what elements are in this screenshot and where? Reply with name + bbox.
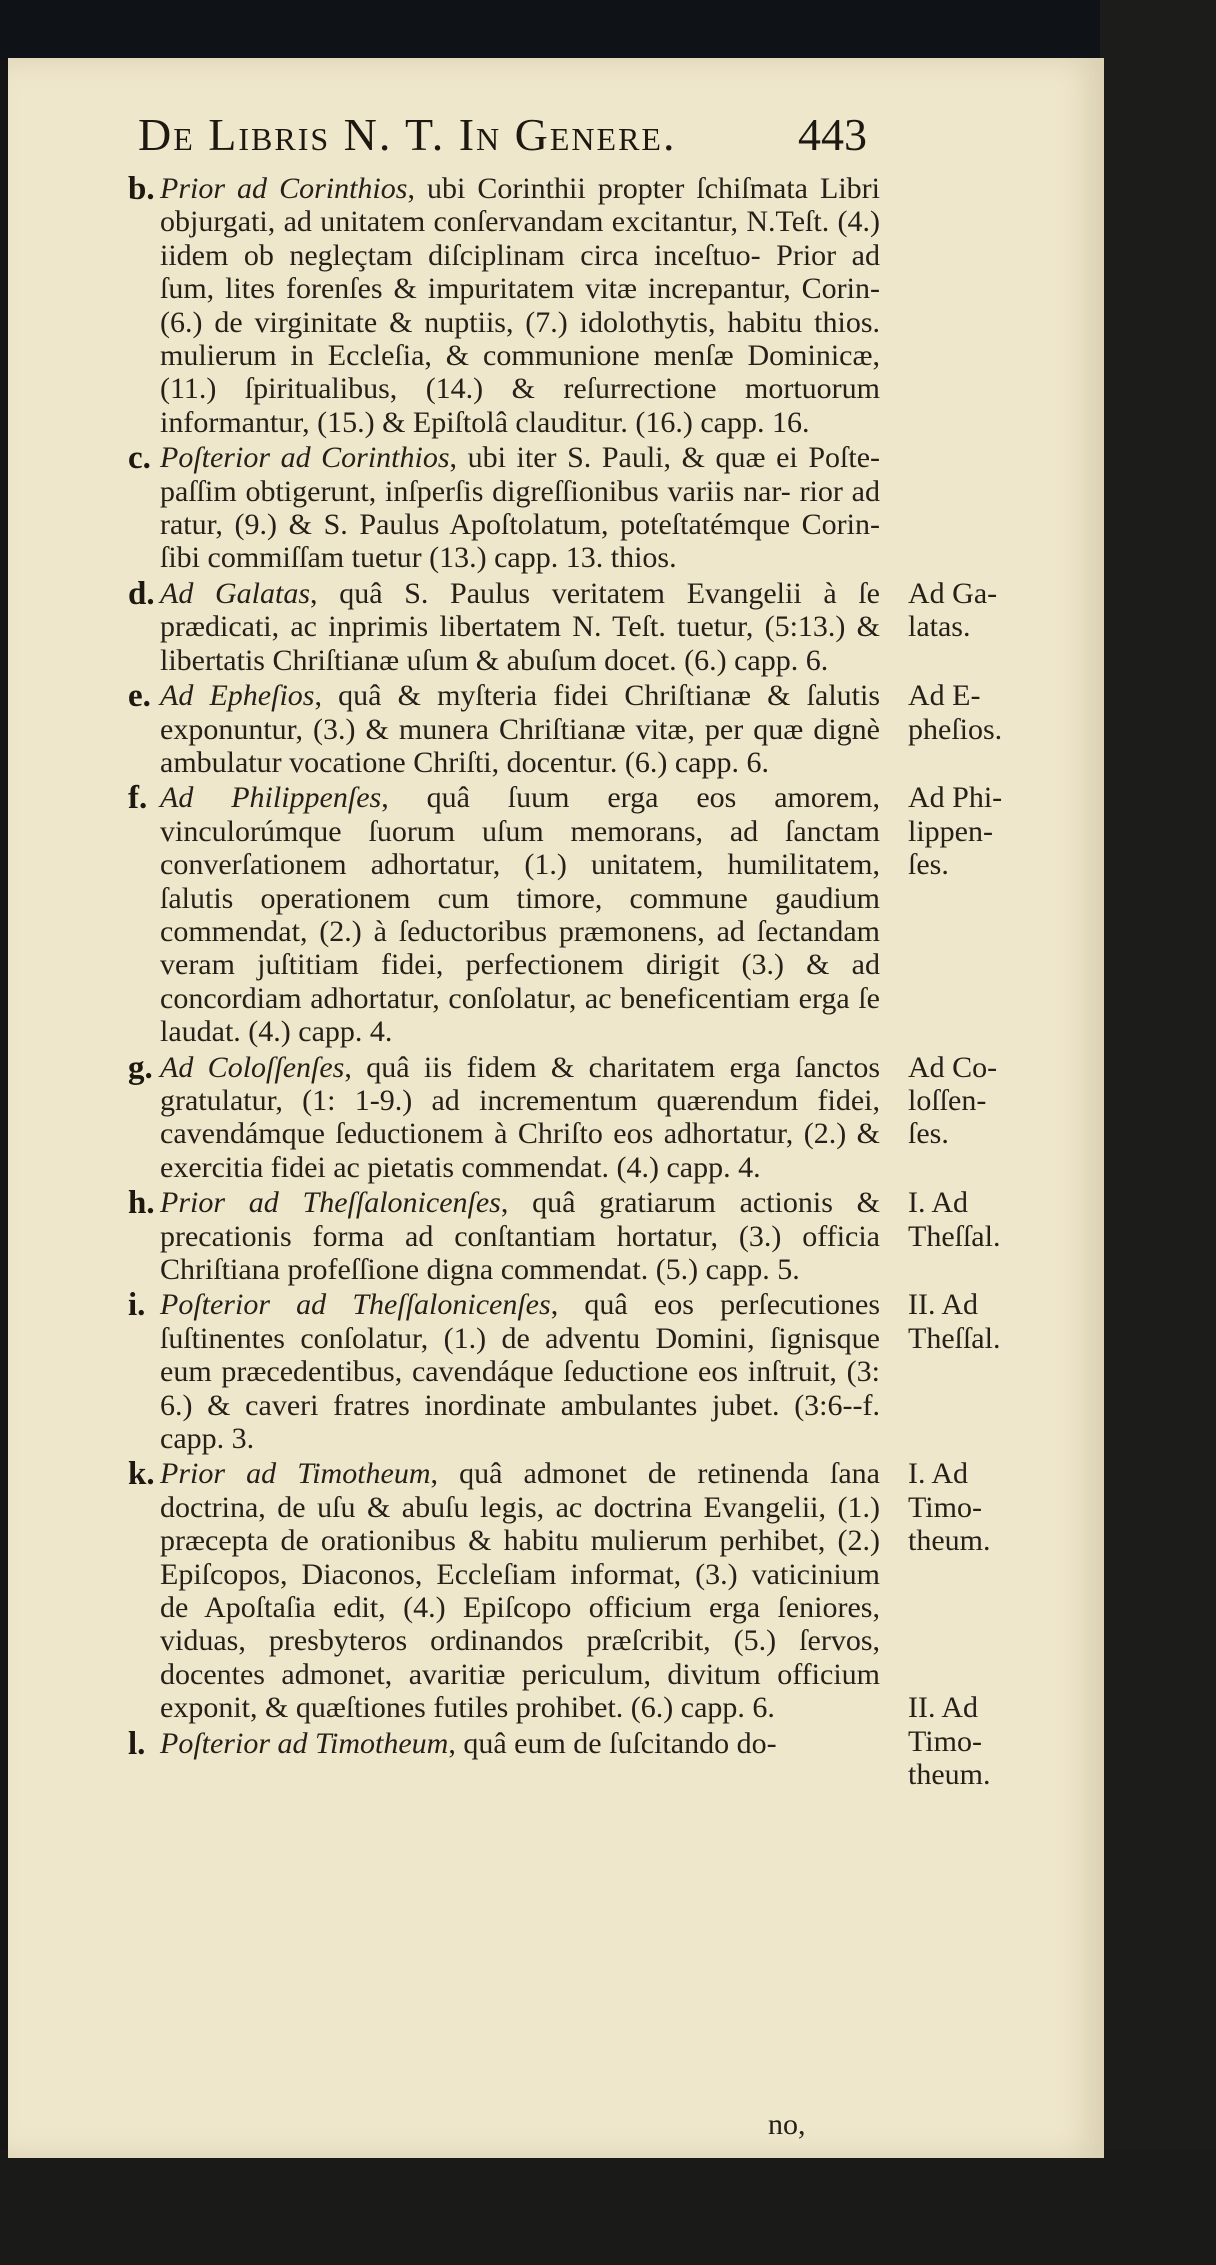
entry-letter: l. <box>128 1725 146 1762</box>
marginal-note-line: I. Ad <box>908 1457 968 1491</box>
running-head-title: De Libris N. T. In Genere. <box>138 109 677 160</box>
entry-e <box>128 679 1058 779</box>
marginal-note-line: ſes. <box>908 848 949 882</box>
entry-body: , quâ iis fidem & charitatem erga ſanctos gratulatur, (1: 1-9.) ad incrementum quærendum fidei, cavendámque ſeductionem à Chriſto eos adhortatur, (2.) & exercitia fidei ac pietatis commendat. (4.) capp. 4. <box>160 1050 880 1184</box>
entry-text <box>160 1288 880 1455</box>
marginal-note <box>908 1288 1058 1355</box>
entry-letter: h. <box>128 1185 155 1222</box>
scan-background-right <box>1100 0 1216 2265</box>
marginal-note-line: pheſios. <box>908 712 1003 746</box>
entry-text <box>160 577 880 677</box>
book-page <box>8 58 1104 2158</box>
marginal-note-line: lippen- <box>908 814 993 848</box>
entry-h <box>128 1186 1058 1286</box>
entry-letter: e. <box>128 678 151 715</box>
marginal-note-line: loſſen- <box>908 1083 987 1117</box>
marginal-note-line: Ad Phi- <box>908 781 1003 815</box>
scan-background-bottom <box>0 2150 1216 2265</box>
entry-letter: i. <box>128 1287 146 1324</box>
entry-text <box>160 441 880 575</box>
marginal-note-line <box>908 1624 1058 1657</box>
marginal-note <box>908 781 1058 881</box>
page-number: 443 <box>798 109 867 160</box>
entry-c <box>128 441 1058 575</box>
marginal-note-line: latas. <box>908 610 971 644</box>
entry-letter: b. <box>128 171 155 207</box>
entry-l <box>128 1724 1058 1762</box>
page-content <box>128 108 1058 1792</box>
entry-text <box>160 679 880 779</box>
entry-address: Prior ad Theſſalonicenſes <box>160 1186 501 1220</box>
entry-address: Ad Coloſſenſes <box>160 1050 345 1084</box>
entry-body: , ubi iter S. Pauli, & quæ ei Poſte- paſſim obtigerunt, inſperſis digreſſionibus variis nar- rior ad ratur, (9.) & S. Paulus Apoſtolatum, poteſtatémque Corin- ſibi commiſſam tuetur (13.) capp. 13. thios. <box>160 441 881 575</box>
entry-address: Poſterior ad Theſſalonicenſes <box>160 1288 551 1322</box>
entry-f <box>128 781 1058 1048</box>
entry-body: , quâ S. Paulus veritatem Evangelii à ſe prædicati, ac inprimis libertatem N. Teſt. tuetur, (5:13.) & libertatis Chriſtianæ uſum & abuſum docet. (6.) capp. 6. <box>160 576 880 677</box>
marginal-note-line: Timo- <box>908 1490 982 1524</box>
marginal-note-line: I. Ad <box>908 1186 968 1220</box>
marginal-note-line: Timo- <box>908 1724 982 1758</box>
marginal-note-line <box>908 1591 1058 1624</box>
entry-letter: k. <box>128 1456 155 1493</box>
entry-letter: g. <box>128 1049 153 1086</box>
marginal-note-line: theum. <box>908 1758 991 1792</box>
scan-background-top <box>0 0 1216 60</box>
marginal-note-line: II. Ad <box>908 1691 978 1725</box>
marginal-note <box>908 1051 1058 1151</box>
entry-address: Prior ad Timotheum <box>160 1457 431 1491</box>
marginal-note-line: Ad Ga- <box>908 576 998 610</box>
marginal-note-line <box>908 1558 1058 1591</box>
entry-body: , quâ eos perſecutiones ſuſtinentes conſolatur, (1.) de adventu Domini, ſignisque eum præcedentibus, cavendáque ſeductione eos inſtruit, (3: 6.) & caveri fratres inordinate ambulantes jubet. (3:6--f. capp. 3. <box>160 1288 880 1456</box>
entry-body: , quâ admonet de retinenda ſana doctrina, de uſu & abuſu legis, ac doctrina Evangelii, (1.) præcepta de orationibus & habitu mulierum perhibet, (2.) Epiſcopos, Diaconos, Eccleſiam informat, (3.) vaticinium de Apoſtaſia edit, (4.) Epiſcopo officium erga ſeniores, viduas, presbyteros ordinandos præſcribit, (5.) ſervos, docentes admonet, avaritiæ periculum, divitum officium exponit, & quæſtiones futiles prohibet. (6.) capp. 6. <box>160 1457 880 1725</box>
entry-address: Ad Galatas <box>160 576 311 610</box>
marginal-note-line: Theſſal. <box>908 1321 1001 1355</box>
catchword: no, <box>768 2108 806 2141</box>
entry-letter: d. <box>128 575 155 612</box>
entry-i <box>128 1288 1058 1455</box>
entry-d <box>128 577 1058 677</box>
entry-address: Poſterior ad Timotheum <box>160 1726 449 1760</box>
entry-body: , ubi Corinthii propter ſchiſmata Libri objurgati, ad unitatem conſervandam excitantur, N.Teſt. (4.) iidem ob negleçtam diſciplinam circa inceſtuo- Prior ad ſum, lites forenſes & impuritatem vitæ increpantur, Corin- (6.) de virginitate & nuptiis, (7.) idolothytis, habitu thios. mulierum in Eccleſia, & communione menſæ Dominicæ, (11.) ſpiritualibus, (14.) & reſurrectione mortuorum informantur, (15.) & Epiſtolâ clauditur. (16.) capp. 16. <box>160 172 880 439</box>
entry-text <box>160 172 880 439</box>
entry-body: , quâ gratiarum actionis & precationis forma ad conſtantiam hortatur, (3.) officia Chriſtiana profeſſione digna commendat. (5.) capp. 5. <box>160 1186 880 1286</box>
marginal-note <box>908 577 1058 644</box>
entry-text <box>160 1186 880 1286</box>
entry-letter: c. <box>128 440 151 477</box>
entry-body: , quâ eum de ſuſcitando do- <box>448 1726 777 1760</box>
entry-text <box>160 781 880 1048</box>
marginal-note-line: theum. <box>908 1524 991 1558</box>
marginal-note-line <box>908 1658 1058 1691</box>
running-head <box>128 108 1058 168</box>
marginal-note-line: Ad Co- <box>908 1050 998 1084</box>
marginal-note-line: Theſſal. <box>908 1219 1001 1253</box>
entry-text <box>160 1051 880 1185</box>
entry-address: Ad Philippenſes <box>160 781 382 815</box>
entry-text <box>160 1457 880 1724</box>
marginal-note <box>908 679 1058 746</box>
entry-letter: f. <box>128 780 148 817</box>
entry-address: Prior ad Corinthios <box>160 172 408 205</box>
marginal-note <box>908 1186 1058 1253</box>
entry-g <box>128 1051 1058 1185</box>
entry-body: , quâ & myſteria fidei Chriſtianæ & ſalutis exponuntur, (3.) & munera Chriſtianæ vitæ, per quæ dignè ambulatur vocatione Chriſti, docentur. (6.) capp. 6. <box>160 679 880 779</box>
marginal-note-line: Ad E- <box>908 679 981 713</box>
entry-text <box>160 1727 880 1760</box>
marginal-note-line: ſes. <box>908 1117 949 1151</box>
entry-address: Poſterior ad Corinthios <box>160 441 450 475</box>
entry-address: Ad Epheſios <box>160 679 315 713</box>
marginal-note-line: II. Ad <box>908 1288 978 1322</box>
entry-body: , quâ ſuum erga eos amorem, vinculorúmque ſuorum uſum memorans, ad ſanctam converſationem adhortatur, (1.) unitatem, humilitatem, ſalutis operationem cum timore, commune gaudium commendat, (2.) à ſeductoribus præmonens, ad ſectandam veram juſtitiam fidei, perfectionem dirigit (3.) & ad concordiam adhortatur, conſolatur, ac beneficentiam erga ſe laudat. (4.) capp. 4. <box>160 781 880 1049</box>
entry-b <box>128 172 1058 439</box>
